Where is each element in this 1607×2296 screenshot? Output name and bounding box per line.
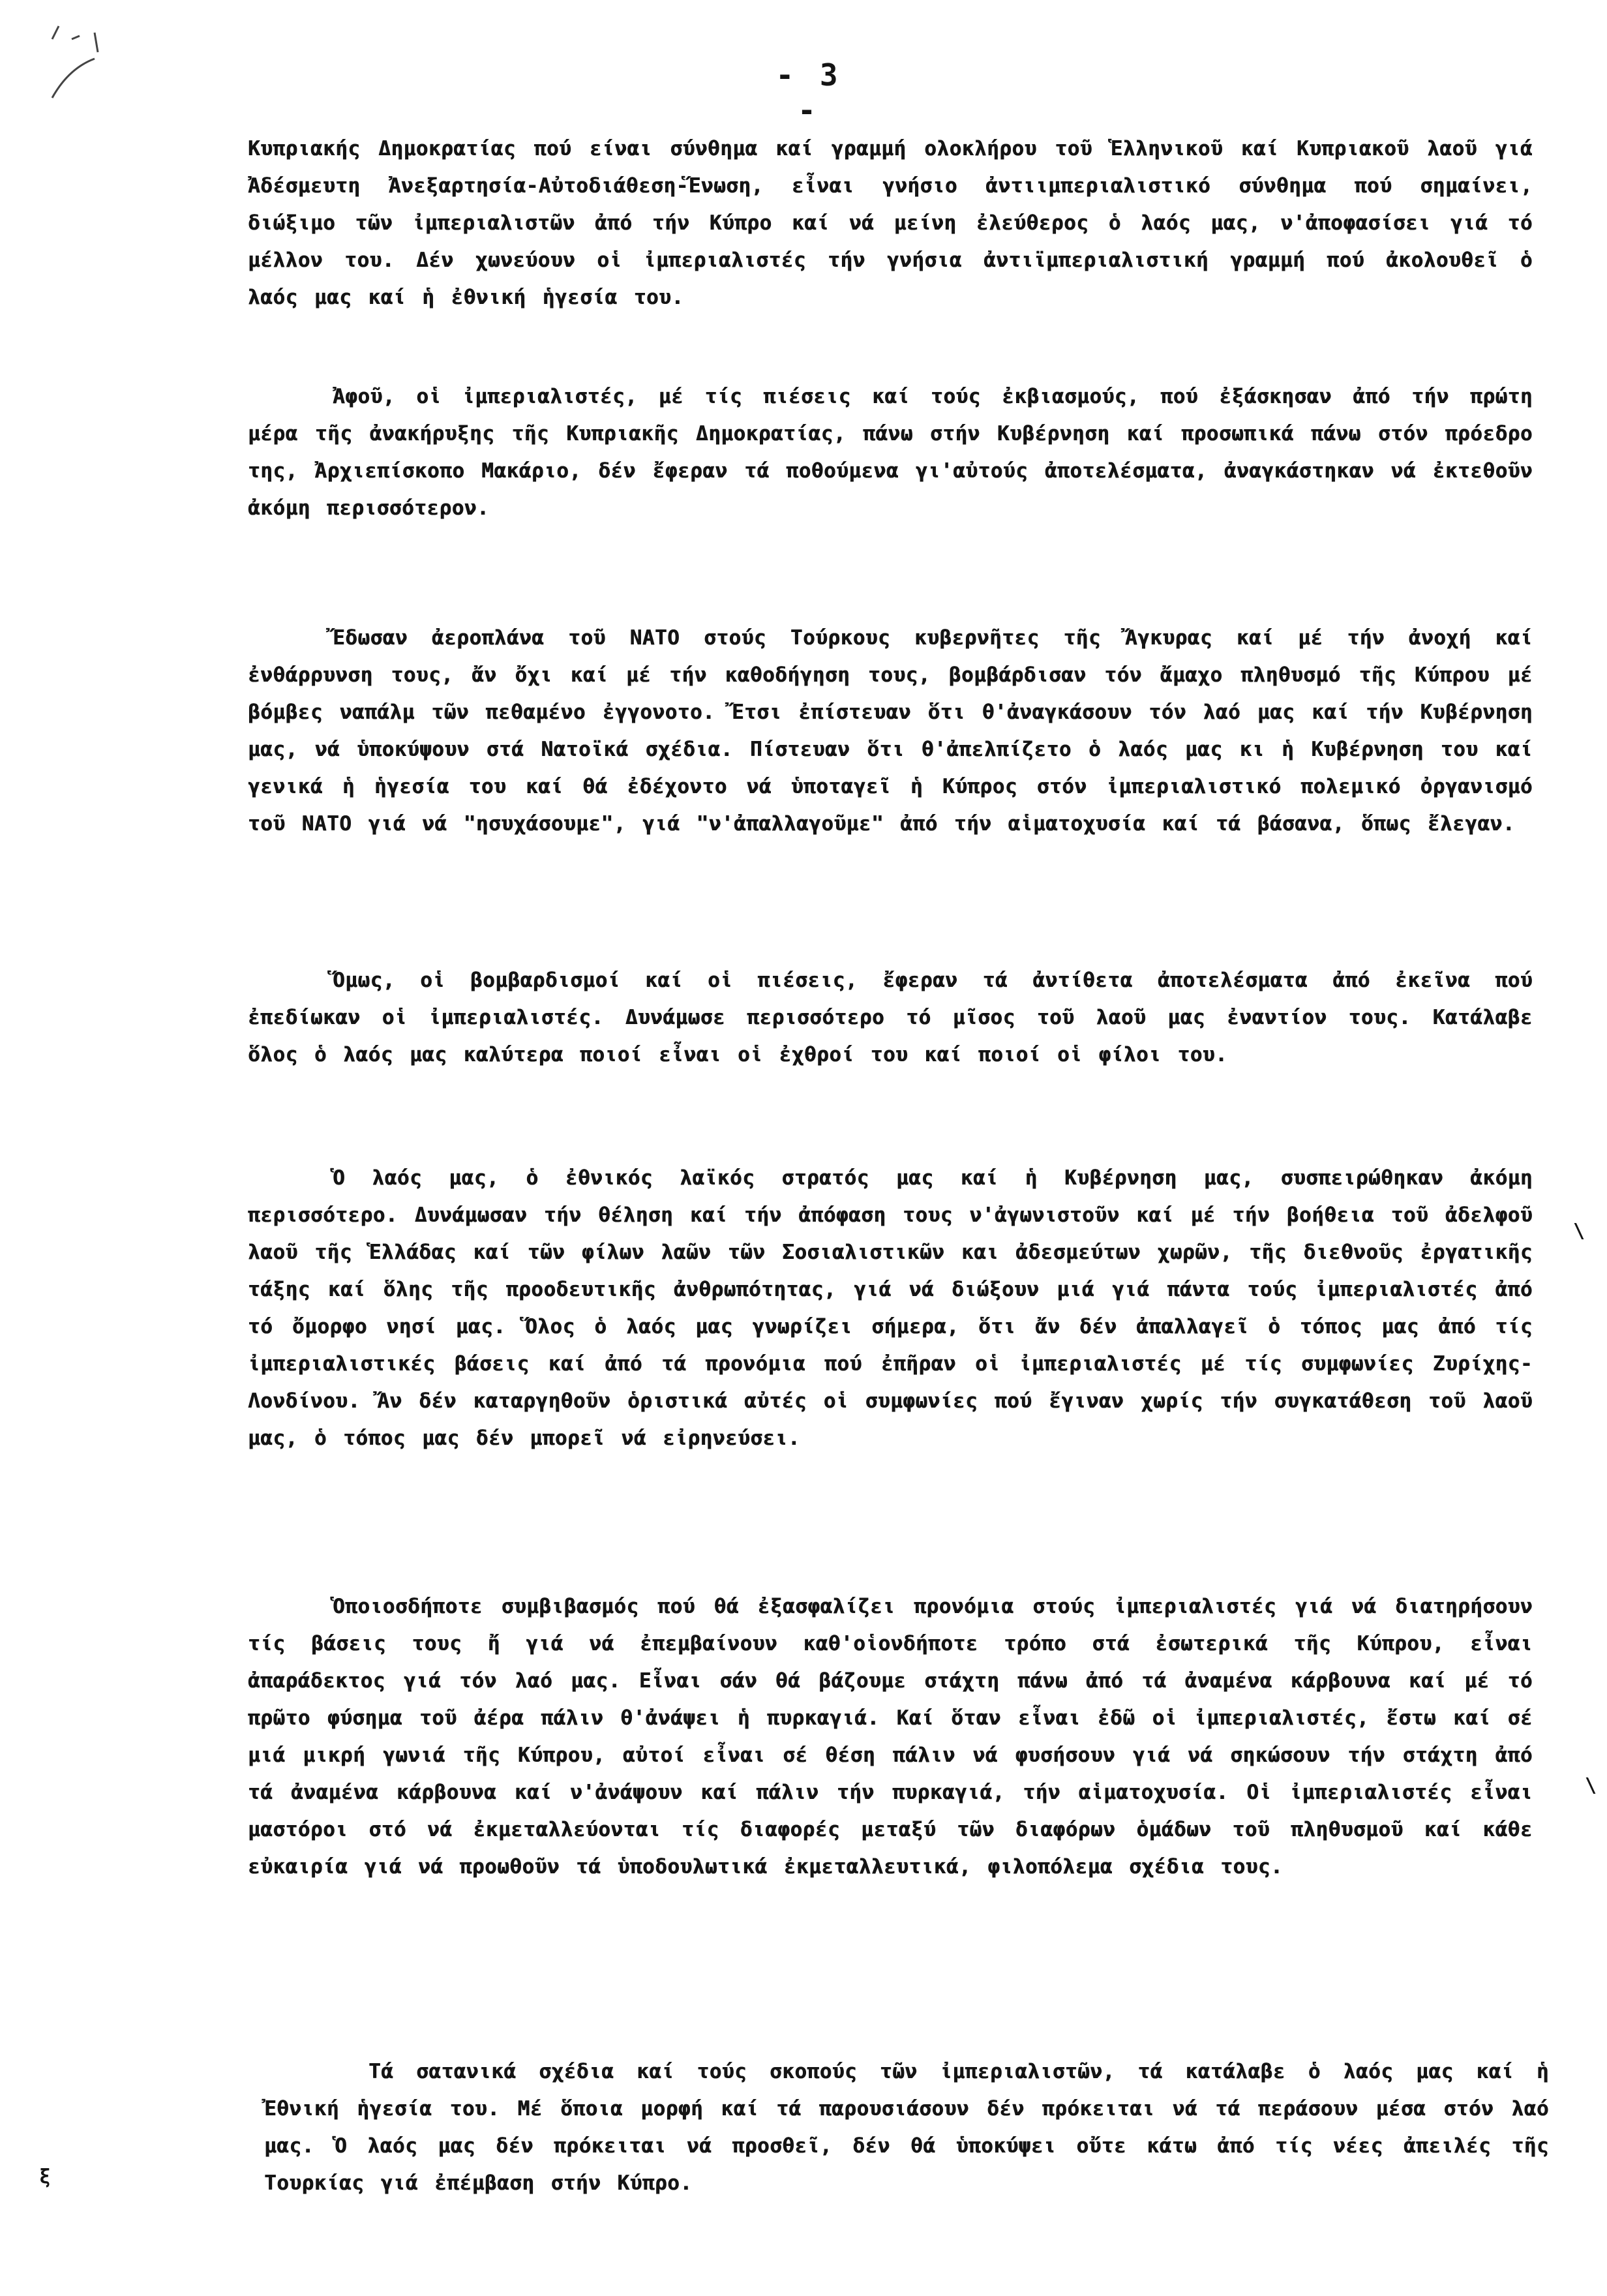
pen-stroke-mark	[33, 13, 130, 111]
margin-tick-mark: \	[1585, 1774, 1597, 1797]
paragraph-5: Ὁ λαός μας, ὁ ἐθνικός λαϊκός στρατός μας καί ἡ Κυβέρνηση μας, συσπειρώθηκαν ἀκόμη περισσότερο. Δυνάμωσαν τήν θέληση καί τήν ἀπόφαση τους ν'ἀγωνιστοῦν καί μέ τήν βοήθεια τοῦ ἀδελφοῦ λαοῦ τῆς Ἑλλάδας καί τῶν φίλων λαῶν τῶν Σοσιαλιστικῶν και ἀδεσμεύτων χωρῶν, τῆς διεθνοῦς ἐργατικῆς τάξης καί ὅλης τῆς προοδευτικῆς ἀνθρωπότητας, γιά νά διώξουν μιά γιά πάντα τούς ἰμπεριαλιστές ἀπό τό ὄμορφο νησί μας. Ὅλος ὁ λαός μας γνωρίζει σήμερα, ὅτι ἄν δέν ἀπαλλαγεῖ ὁ τόπος μας ἀπό τίς ἰμπεριαλιστικές βάσεις καί ἀπό τά προνόμια πού ἐπῆραν οἱ ἰμπεριαλιστές μέ τίς συμφωνίες Ζυρίχης-Λονδίνου. Ἄν δέν καταργηθοῦν ὁριστικά αὐτές οἱ συμφωνίες πού ἔγιναν χωρίς τήν συγκατάθεση τοῦ λαοῦ μας, ὁ τόπος μας δέν μπορεῖ νά εἰρηνεύσει.	[248, 1166, 1533, 1450]
paragraph-7: Τά σατανικά σχέδια καί τούς σκοπούς τῶν ἰμπεριαλιστῶν, τά κατάλαβε ὁ λαός μας καί ἡ Ἐθνική ἡγεσία του. Μέ ὅποια μορφή καί τά παρουσιάσουν δέν πρόκειται νά τά περάσουν μέσα στόν λαό μας. Ὁ λαός μας δέν πρόκειται νά προσθεῖ, δέν θά ὑποκύψει οὔτε κάτω ἀπό τίς νέες ἀπειλές τῆς Τουρκίας γιά ἐπέμβαση στήν Κύπρο.	[264, 2060, 1549, 2195]
paragraph-4: Ὅμως, οἱ βομβαρδισμοί καί οἱ πιέσεις, ἔφεραν τά ἀντίθετα ἀποτελέσματα ἀπό ἐκεῖνα πού ἐπεδίωκαν οἱ ἰμπεριαλιστές. Δυνάμωσε περισσότερο τό μῖσος τοῦ λαοῦ μας ἐναντίον τους. Κατάλαβε ὅλος ὁ λαός μας καλύτερα ποιοί εἶναι οἱ ἐχθροί του καί ποιοί οἱ φίλοι του.	[248, 969, 1533, 1066]
paragraph-2: Ἀφοῦ, οἱ ἰμπεριαλιστές, μέ τίς πιέσεις καί τούς ἐκβιασμούς, πού ἐξάσκησαν ἀπό τήν πρώτη μέρα τῆς ἀνακήρυξης τῆς Κυπριακῆς Δημοκρατίας, πάνω στήν Κυβέρνηση καί προσωπικά πάνω στόν πρόεδρο της, Ἀρχιεπίσκοπο Μακάριο, δέν ἔφεραν τά ποθούμενα γι'αὐτούς ἀποτελέσματα, ἀναγκάστηκαν νά ἐκτεθοῦν ἀκόμη περισσότερον.	[248, 385, 1533, 520]
paragraph-3: Ἔδωσαν ἀεροπλάνα τοῦ ΝΑΤΟ στούς Τούρκους κυβερνῆτες τῆς Ἄγκυρας καί μέ τήν ἀνοχή καί ἐνθάρρυνση τους, ἄν ὄχι καί μέ τήν καθοδήγηση τους, βομβάρδισαν τόν ἄμαχο πληθυσμό τῆς Κύπρου μέ βόμβες ναπάλμ τῶν πεθαμένο ἐγγονοτο. Ἔτσι ἐπίστευαν ὅτι θ'ἀναγκάσουν τόν λαό μας καί τήν Κυβέρνηση μας, νά ὑποκύψουν στά Νατοϊκά σχέδια. Πίστευαν ὅτι θ'ἀπελπίζετο ὁ λαός μας κι ἡ Κυβέρνηση του καί γενικά ἡ ἡγεσία του καί θά ἐδέχοντο νά ὑποταγεῖ ἡ Κύπρος στόν ἰμπεριαλιστικό πολεμικό ὀργανισμό τοῦ ΝΑΤΟ γιά νά "ησυχάσουμε", γιά "ν'ἀπαλλαγοῦμε" ἀπό τήν αἱματοχυσία καί τά βάσανα, ὅπως ἔλεγαν.	[248, 626, 1533, 836]
page-number: - 3 -	[775, 57, 842, 128]
paragraph-1: Κυπριακής Δημοκρατίας πού είναι σύνθημα καί γραμμή ολοκλήρου τοῦ Ἑλληνικοῦ καί Κυπριακοῦ λαοῦ γιά Ἀδέσμευτη Ἀνεξαρτησία-Αὐτοδιάθεση-Ἕνωση, εἶναι γνήσιο ἀντιιμπεριαλιστικό σύνθημα πού σημαίνει, διώξιμο τῶν ἰμπεριαλιστῶν ἀπό τήν Κύπρο καί νά μείνη ἐλεύθερος ὁ λαός μας, ν'ἀποφασίσει γιά τό μέλλον του. Δέν χωνεύουν οἱ ἰμπεριαλιστές τήν γνήσια ἀντιϊμπεριαλιστική γραμμή πού ἀκολουθεῖ ὁ λαός μας καί ἡ ἐθνική ἡγεσία του.	[248, 137, 1533, 309]
margin-tick-mark: \	[1573, 1220, 1585, 1243]
margin-tick-mark: ξ	[39, 2166, 52, 2188]
paragraph-6: Ὁποιοσδήποτε συμβιβασμός πού θά ἐξασφαλίζει προνόμια στούς ἰμπεριαλιστές γιά νά διατηρήσουν τίς βάσεις τους ἤ γιά νά ἐπεμβαίνουν καθ'οἱονδήποτε τρόπο στά ἐσωτερικά τῆς Κύπρου, εἶναι ἀπαράδεκτος γιά τόν λαό μας. Εἶναι σάν θά βάζουμε στάχτη πάνω ἀπό τά ἀναμένα κάρβουνα καί μέ τό πρῶτο φύσημα τοῦ ἀέρα πάλιν θ'ἀνάψει ἡ πυρκαγιά. Καί ὅταν εἶναι ἐδῶ οἱ ἰμπεριαλιστές, ἔστω καί σέ μιά μικρή γωνιά τῆς Κύπρου, αὐτοί εἶναι σέ θέση πάλιν νά φυσήσουν γιά νά σηκώσουν τήν στάχτη ἀπό τά ἀναμένα κάρβουνα καί ν'ἀνάψουν καί πάλιν τήν πυρκαγιά, τήν αἱματοχυσία. Οἱ ἰμπεριαλιστές εἶναι μαστόροι στό νά ἐκμεταλλεύονται τίς διαφορές μεταξύ τῶν διαφόρων ὁμάδων τοῦ πληθυσμοῦ καί κάθε εὐκαιρία γιά νά προωθοῦν τά ὑποδουλωτικά ἐκμεταλλευτικά, φιλοπόλεμα σχέδια τους.	[248, 1595, 1533, 1879]
